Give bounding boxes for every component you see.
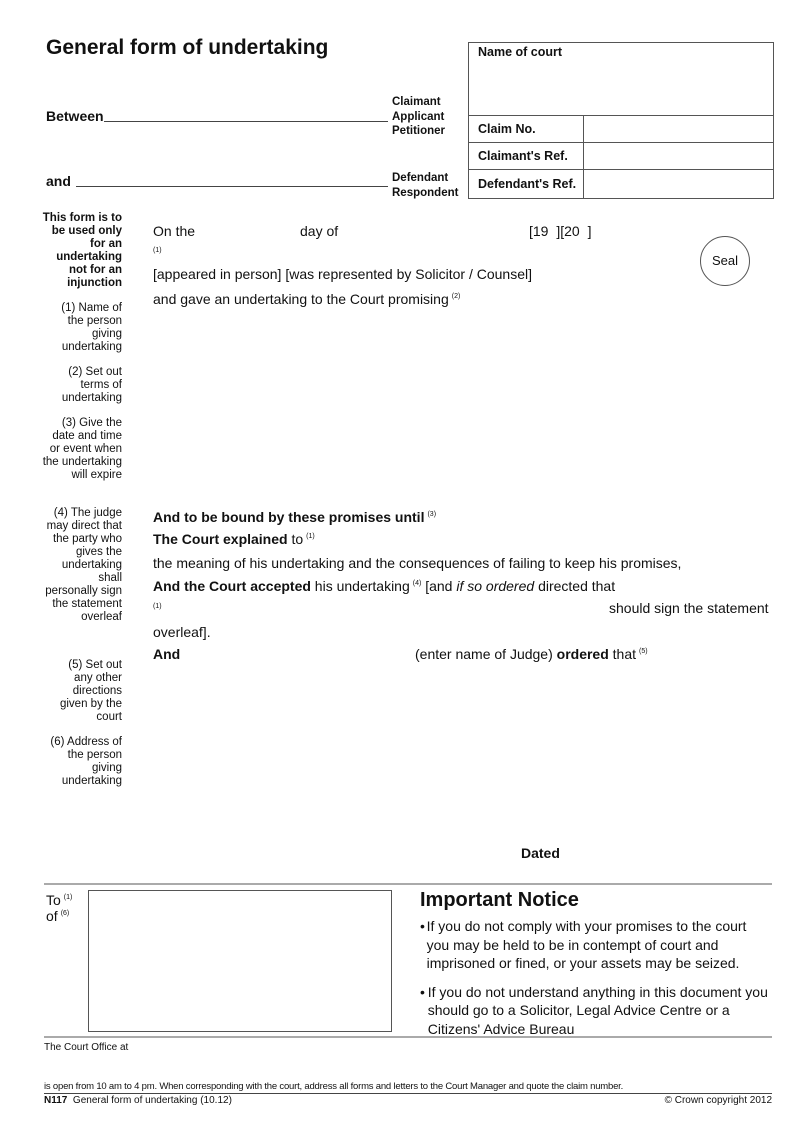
directed-that: directed that: [538, 578, 616, 594]
copyright: © Crown copyright 2012: [664, 1095, 772, 1106]
ordered-text: [415, 646, 648, 662]
bound-text: [153, 509, 436, 525]
petitioner-label: Petitioner: [392, 125, 446, 137]
notice-bullet-2: If you do not understand anything in this document you should go to a Solicitor, Legal Advice Centre or a Citizens' Advice Bureau: [427, 983, 768, 1037]
gave-undertaking-text: [153, 291, 460, 307]
dated-label: Dated: [521, 845, 560, 861]
his-undertaking: his undertaking: [314, 578, 410, 594]
ref-1d: (1): [63, 894, 73, 902]
year-label: [19 ][20 ]: [529, 223, 592, 239]
meaning-text: the meaning of his undertaking and the consequences of failing to keep his promises,: [153, 555, 682, 571]
address-box[interactable]: [88, 890, 392, 1032]
ref-3: (3): [427, 511, 437, 519]
day-of-label: day of: [300, 223, 339, 239]
applicant-label: Applicant: [392, 110, 445, 123]
ref-2: (2): [451, 293, 461, 301]
note-1: (1) Name of the person giving undertaking: [61, 302, 122, 353]
notice-bullet-1: If you do not comply with your promises to the court you may be held to be in contempt of court and imprisoned or fined, or your assets may be seized.: [426, 918, 747, 971]
on-the-label: On the: [153, 223, 196, 239]
note-4: (4) The judge may direct that the party who gives the undertaking shall personally sign the statement overleaf: [45, 507, 122, 623]
accepted-text: [153, 578, 615, 594]
defendants-ref-label: Defendant's Ref.: [478, 177, 577, 191]
note-warning: This form is to be used only for an undertaking not for an injunction: [42, 212, 122, 289]
ref-4: (4): [412, 580, 422, 588]
notice-title: Important Notice: [420, 889, 579, 911]
defendant-name-field[interactable]: [76, 186, 388, 187]
claim-no-label: Claim No.: [478, 122, 536, 136]
between-label: Between: [46, 108, 104, 124]
accepted-label: And the Court accepted: [153, 578, 311, 594]
to-label: [46, 892, 72, 908]
claim-no-field[interactable]: [584, 116, 773, 142]
name-of-court-label: Name of court: [478, 45, 563, 59]
divider-2: [44, 1036, 772, 1038]
claimant-labels: [392, 95, 445, 139]
and-label: and: [46, 173, 71, 189]
claimant-name-field[interactable]: [104, 121, 388, 122]
overleaf-text: overleaf].: [153, 624, 211, 640]
defendant-label: Defendant: [392, 172, 449, 184]
ordered-label: ordered: [556, 646, 609, 662]
ref-5: (5): [639, 648, 648, 656]
to-text: To: [46, 892, 61, 908]
explained-text: [153, 531, 315, 547]
form-title: General form of undertaking: [46, 36, 329, 59]
defendants-ref-field[interactable]: [584, 170, 773, 197]
form-code-line: [44, 1095, 232, 1106]
should-sign-text: should sign the statement: [609, 600, 769, 616]
claimants-ref-field[interactable]: [584, 143, 773, 169]
form-name: General form of undertaking (10.12): [72, 1095, 232, 1106]
defendant-labels: [392, 171, 458, 201]
if-so-ordered: if so ordered: [456, 578, 535, 594]
note-5: (5) Set out any other directions given by the court: [59, 659, 122, 723]
court-box: [468, 42, 774, 199]
claimant-label: Claimant: [392, 96, 441, 108]
footer-rule: [44, 1093, 772, 1094]
bullet-icon: •: [420, 918, 425, 934]
ref-6: (6): [60, 910, 70, 918]
notice-bullets: [420, 917, 770, 1038]
ref-1b: (1): [306, 533, 315, 541]
of-label: [46, 908, 69, 924]
and-word: And: [153, 646, 181, 662]
note-2: (2) Set out terms of undertaking: [61, 366, 122, 404]
court-office-label: The Court Office at: [44, 1042, 129, 1053]
respondent-label: Respondent: [392, 187, 459, 199]
claimants-ref-label: Claimant's Ref.: [478, 149, 568, 163]
of-text: of: [46, 908, 58, 924]
that-word: that: [612, 646, 637, 662]
note-3: (3) Give the date and time or event when the undertaking will expire: [42, 417, 122, 481]
ref-1c: (1): [153, 603, 162, 610]
gave-text: and gave an undertaking to the Court promising: [153, 291, 449, 307]
and-if: [and: [425, 578, 453, 594]
form-code: N117: [44, 1095, 68, 1106]
seal: Seal: [700, 236, 750, 286]
office-hours-text: is open from 10 am to 4 pm. When corresponding with the court, address all forms and letters to the Court Manager and quote the claim number.: [44, 1081, 624, 1092]
appeared-text: [appeared in person] [was represented by Solicitor / Counsel]: [153, 266, 532, 282]
note-6: (6) Address of the person giving undertaking: [50, 736, 122, 787]
ref-1: (1): [153, 247, 162, 254]
to-word: to: [291, 531, 304, 547]
bound-label: And to be bound by these promises until: [153, 509, 425, 525]
bullet-icon: •: [420, 983, 425, 1000]
explained-label: The Court explained: [153, 531, 288, 547]
enter-judge: (enter name of Judge): [415, 646, 553, 662]
divider: [44, 883, 772, 885]
